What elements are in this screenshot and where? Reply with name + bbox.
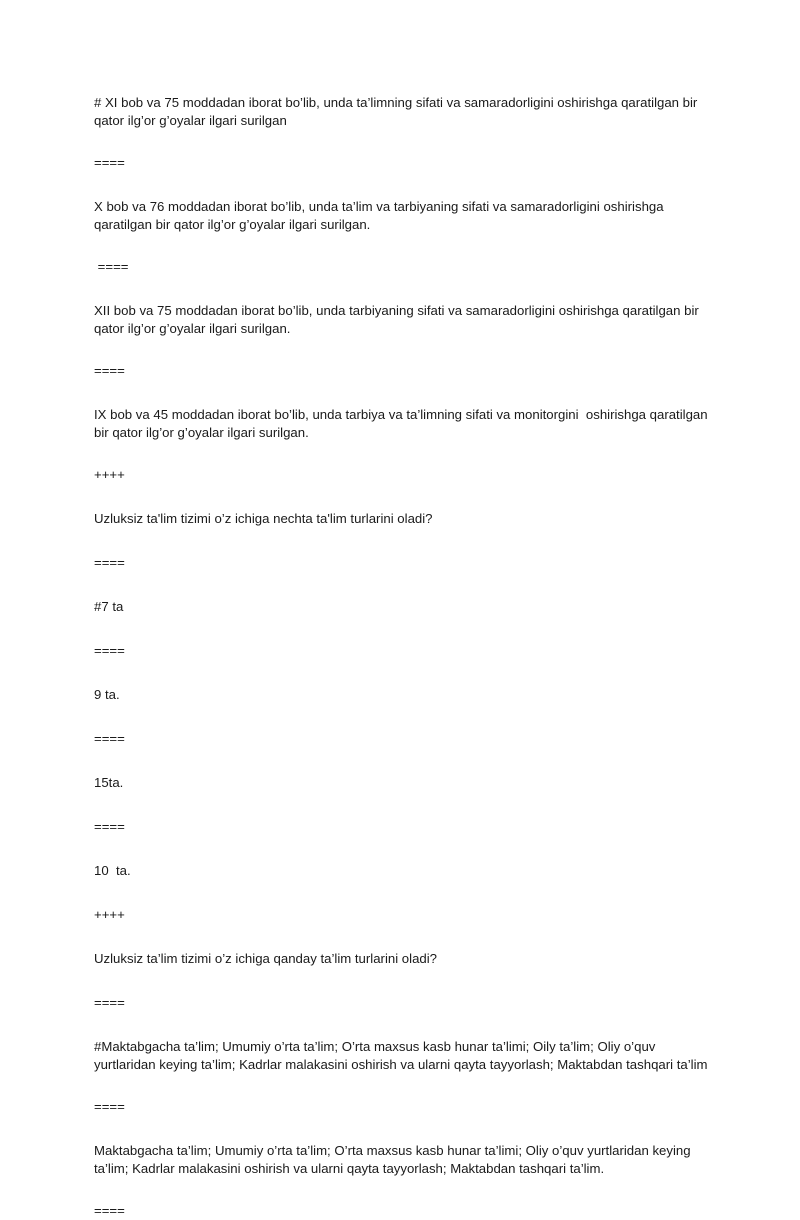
- separator: ====: [94, 995, 125, 1010]
- question-text: Uzluksiz ta’lim tizimi o’z ichiga qanday ta’lim turlarini oladi?: [94, 951, 437, 966]
- answer-option: # XI bob va 75 moddadan iborat bo’lib, unda ta’limning sifati va samaradorligini oshirishga qaratilgan bir qator ilg’or g’oyalar ilgari surilgan: [94, 95, 701, 128]
- separator: ====: [94, 1203, 125, 1218]
- answer-option: 10 ta.: [94, 863, 131, 878]
- question-separator: ++++: [94, 907, 125, 922]
- answer-option: X bob va 76 moddadan iborat bo’lib, unda ta’lim va tarbiyaning sifati va samaradorligini oshirishga qaratilgan bir qator ilg’or g’oyalar ilgari surilgan.: [94, 199, 668, 232]
- separator: ====: [94, 555, 125, 570]
- question-text: Uzluksiz ta'lim tizimi o’z ichiga nechta ta'lim turlarini oladi?: [94, 511, 433, 526]
- answer-option: XII bob va 75 moddadan iborat bo’lib, unda tarbiyaning sifati va samaradorligini oshirishga qaratilgan bir qator ilg’or g’oyalar ilgari surilgan.: [94, 303, 703, 336]
- question-separator: ++++: [94, 467, 125, 482]
- answer-option: IX bob va 45 moddadan iborat bo’lib, unda tarbiya va ta’limning sifati va monitorgini oshirishga qaratilgan bir qator ilg’or g’oyalar ilgari surilgan.: [94, 407, 712, 440]
- answer-option: #Maktabgacha ta’lim; Umumiy o’rta ta’lim; O’rta maxsus kasb hunar ta’limi; Oily ta’lim; Oliy o’quv yurtlaridan keying ta’lim; Kadrlar malakasini oshirish va ularni qayta tayyorlash; Maktabdan tashqari ta’lim: [94, 1039, 708, 1072]
- separator: ====: [94, 731, 125, 746]
- answer-option: #7 ta: [94, 599, 124, 614]
- separator: ====: [94, 1099, 125, 1114]
- document-body: [94, 94, 712, 1220]
- separator: ====: [94, 259, 129, 274]
- separator: ====: [94, 643, 125, 658]
- answer-option: Maktabgacha ta’lim; Umumiy o’rta ta’lim; O’rta maxsus kasb hunar ta’limi; Oliy o’quv yurtlaridan keying ta’lim; Kadrlar malakasini oshirish va ularni qayta tayyorlash; Maktabdan tashqari ta’lim.: [94, 1143, 695, 1176]
- separator: ====: [94, 155, 125, 170]
- separator: ====: [94, 363, 125, 378]
- answer-option: 15ta.: [94, 775, 124, 790]
- answer-option: 9 ta.: [94, 687, 120, 702]
- separator: ====: [94, 819, 125, 834]
